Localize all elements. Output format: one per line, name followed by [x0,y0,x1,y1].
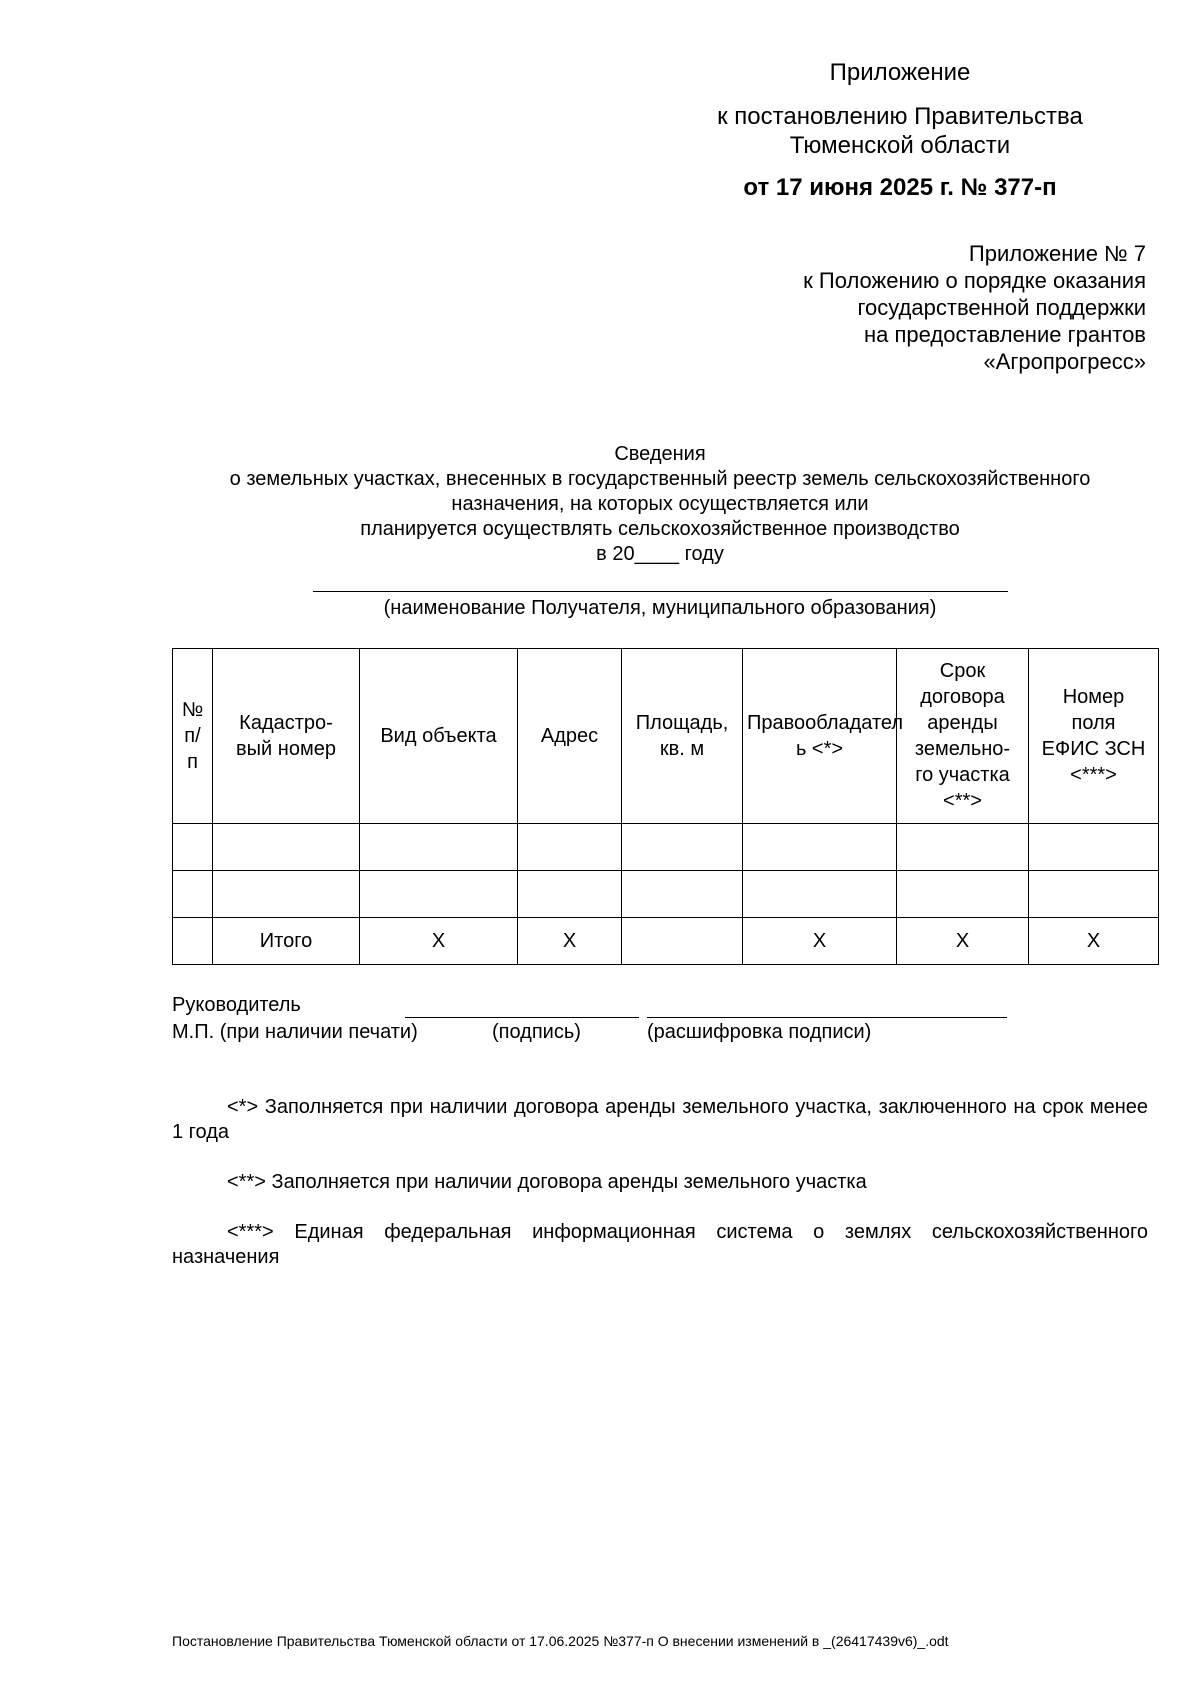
total-cell: X [743,918,897,965]
appendix-7-line: государственной поддержки [857,295,1146,320]
table-cell[interactable] [1029,871,1159,918]
table-row [173,871,1159,918]
table-cell[interactable] [518,871,622,918]
table-cell[interactable] [622,824,743,871]
total-cell: X [518,918,622,965]
signature-decode-label: (расшифровка подписи) [647,1021,872,1043]
footnote-3: <***> Единая федеральная информационная система о землях сельскохозяйственного назначения [172,1221,1148,1268]
col-header-cadastral: Кадастро- вый номер [213,649,360,824]
table-cell[interactable] [213,824,360,871]
table-cell[interactable] [1029,824,1159,871]
table-cell[interactable] [360,871,518,918]
table-cell[interactable] [518,824,622,871]
table-total-row [173,918,1159,965]
footnote-2: <**> Заполняется при наличии договора аренды земельного участка [227,1171,867,1193]
col-header-field-number: Номер поля ЕФИС ЗСН <***> [1029,649,1159,824]
resolution-line-1: к постановлению Правительства [717,103,1083,130]
appendix-7-line: на предоставление грантов [864,322,1146,347]
resolution-date-number: от 17 июня 2025 г. № 377-п [743,174,1057,201]
title-line: Сведения [614,443,706,465]
table-cell[interactable] [897,824,1029,871]
total-area-cell[interactable] [622,918,743,965]
total-cell: X [1029,918,1159,965]
title-line: назначения, на которых осуществляется или [451,493,869,515]
col-header-right-holder: Правообладател ь <*> [743,649,897,824]
appendix-7-block [600,240,1146,375]
total-label: Итого [213,918,360,965]
table-cell[interactable] [173,824,213,871]
page-footer: Постановление Правительства Тюменской области от 17.06.2025 №377-п О внесении изменений в _(26417439v6)_.odt [172,1633,949,1649]
recipient-name-line [313,591,1008,592]
col-header-area: Площадь, кв. м [622,649,743,824]
appendix-7-line: к Положению о порядке оказания [803,268,1146,293]
resolution-reference [650,102,1150,160]
table-cell[interactable] [360,824,518,871]
table-header-row [173,649,1159,824]
signature-decode-line [647,1017,1007,1018]
document-title [160,442,1160,567]
col-header-number: № п/ п [173,649,213,824]
signature-line [405,1017,639,1018]
col-header-object-type: Вид объекта [360,649,518,824]
land-plots-table [172,648,1159,965]
col-header-lease-term: Срок договора аренды земельно- го участка <**> [897,649,1029,824]
appendix-title: Приложение [829,59,971,86]
signature-role: Руководитель [172,994,301,1016]
table-cell[interactable] [622,871,743,918]
table-cell[interactable] [743,871,897,918]
appendix-7-line: Приложение № 7 [968,241,1146,266]
col-header-address: Адрес [518,649,622,824]
recipient-name-caption: (наименование Получателя, муниципального образования) [383,597,937,619]
signature-label: (подпись) [492,1021,581,1043]
table-cell[interactable] [743,824,897,871]
table-cell[interactable] [897,871,1029,918]
total-cell: X [360,918,518,965]
table-cell [173,918,213,965]
title-line: в 20____ году [596,543,724,565]
total-cell: X [897,918,1029,965]
stamp-label: М.П. (при наличии печати) [172,1021,418,1043]
table-cell[interactable] [213,871,360,918]
table-row [173,824,1159,871]
footnote-1: <*> Заполняется при наличии договора аренды земельного участка, заключенного на срок менее 1 года [172,1096,1148,1143]
title-line: планируется осуществлять сельскохозяйственное производство [360,518,960,540]
table-cell[interactable] [173,871,213,918]
title-line: о земельных участках, внесенных в государственный реестр земель сельскохозяйственного [229,468,1091,490]
resolution-line-2: Тюменской области [789,132,1011,159]
appendix-7-line: «Агропрогресс» [983,349,1146,374]
